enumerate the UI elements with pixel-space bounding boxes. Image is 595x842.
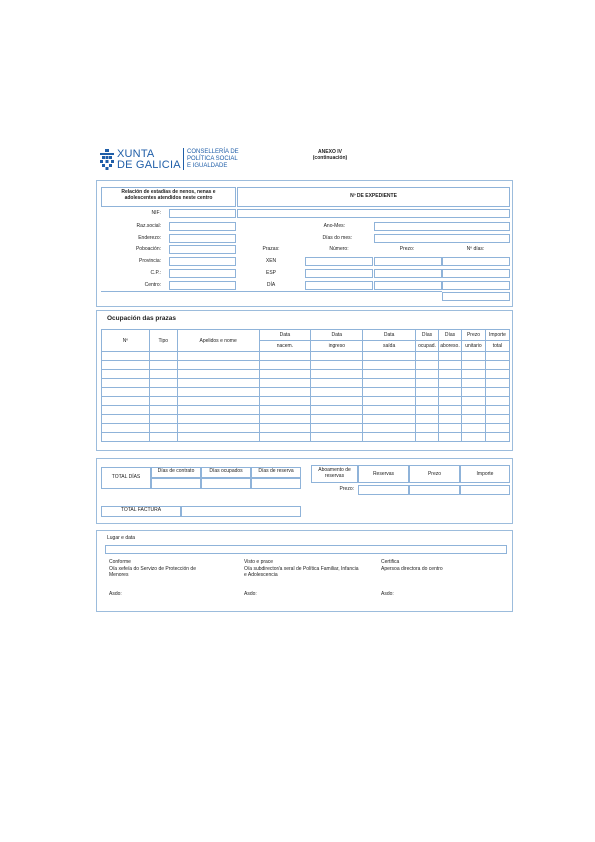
table-cell[interactable] — [259, 352, 311, 361]
table-cell[interactable] — [259, 361, 311, 370]
cp-field[interactable] — [169, 269, 236, 278]
occupancy-title: Ocupación das prazas — [107, 315, 176, 322]
abonamento-label: Aboamento de reservas — [318, 467, 351, 479]
table-cell[interactable] — [439, 370, 462, 379]
col-header-prezo-top: Prezo — [462, 330, 486, 341]
table-row — [102, 352, 510, 361]
table-cell[interactable] — [311, 424, 363, 433]
table-cell[interactable] — [462, 352, 486, 361]
table-cell[interactable] — [462, 397, 486, 406]
dia-ndias[interactable] — [442, 281, 510, 290]
total-factura-field[interactable] — [181, 506, 301, 517]
table-cell[interactable] — [485, 406, 509, 415]
certifica-asdo: Asdo: — [381, 591, 394, 597]
esp-prezo[interactable] — [374, 269, 442, 278]
reservas-label: Reservas — [372, 471, 395, 477]
table-cell[interactable] — [102, 397, 150, 406]
poboacion-field[interactable] — [169, 245, 236, 254]
table-cell[interactable] — [259, 379, 311, 388]
table-cell[interactable] — [363, 388, 416, 397]
certifica-body: Apersoa directora do centro — [381, 566, 443, 572]
table-cell[interactable] — [102, 352, 150, 361]
total-ndias-field[interactable] — [442, 292, 510, 301]
esp-numero[interactable] — [305, 269, 373, 278]
table-cell[interactable] — [311, 388, 363, 397]
col-header-data-saida-bottom: saída — [363, 341, 416, 352]
certifica-title: Certifica — [381, 559, 400, 565]
table-cell[interactable] — [149, 415, 177, 424]
nif-field[interactable] — [169, 209, 236, 218]
table-cell[interactable] — [149, 406, 177, 415]
table-cell[interactable] — [485, 388, 509, 397]
table-cell[interactable] — [439, 352, 462, 361]
col-header-importe-bottom: total — [485, 341, 509, 352]
table-cell[interactable] — [149, 370, 177, 379]
table-cell[interactable] — [102, 379, 150, 388]
dias-reserva-label: Días de reserva — [258, 468, 294, 474]
table-cell[interactable] — [311, 379, 363, 388]
dias-mes-field[interactable] — [374, 234, 510, 243]
dia-prezo[interactable] — [374, 281, 442, 290]
table-cell[interactable] — [259, 388, 311, 397]
table-cell[interactable] — [177, 361, 259, 370]
conforme-asdo: Asdo: — [109, 591, 122, 597]
col-header-data-saida-top: Data — [363, 330, 416, 341]
xen-prezo[interactable] — [374, 257, 442, 266]
esp-label: ESP — [265, 270, 276, 276]
table-row — [102, 424, 510, 433]
importe-prezo-field[interactable] — [460, 485, 510, 495]
table-cell[interactable] — [149, 433, 177, 442]
table-cell[interactable] — [439, 415, 462, 424]
table-cell[interactable] — [416, 406, 439, 415]
table-row — [102, 397, 510, 406]
table-cell[interactable] — [259, 433, 311, 442]
visto-title: Visto e prace — [244, 559, 274, 565]
annex-title: ANEXO IV — [318, 149, 342, 155]
table-cell[interactable] — [363, 433, 416, 442]
table-row — [102, 361, 510, 370]
provincia-label: Provincia: — [139, 258, 161, 264]
dias-ocupados-field[interactable] — [201, 478, 251, 489]
logo-divider — [183, 148, 184, 170]
table-cell[interactable] — [416, 433, 439, 442]
dia-numero[interactable] — [305, 281, 373, 290]
table-cell[interactable] — [311, 406, 363, 415]
table-cell[interactable] — [485, 433, 509, 442]
table-cell[interactable] — [259, 415, 311, 424]
section-occupancy — [96, 310, 513, 451]
table-cell[interactable] — [363, 424, 416, 433]
numero-label: Número: — [329, 246, 349, 252]
xunta-logo — [99, 148, 189, 172]
table-cell[interactable] — [439, 433, 462, 442]
logo-line1: XUNTA — [117, 148, 155, 160]
table-cell[interactable] — [311, 433, 363, 442]
table-cell[interactable] — [485, 424, 509, 433]
ano-mes-label: Ano-Mes: — [323, 223, 345, 229]
table-cell[interactable] — [363, 379, 416, 388]
table-cell[interactable] — [485, 397, 509, 406]
table-cell[interactable] — [177, 352, 259, 361]
razon-social-label: Raz.social: — [136, 223, 161, 229]
col-header-data-ingreso-bottom: ingreso — [311, 341, 363, 352]
col-header-data-ingreso-top: Data — [311, 330, 363, 341]
nif-field-wide[interactable] — [237, 209, 510, 218]
table-cell[interactable] — [102, 388, 150, 397]
occupancy-body — [102, 352, 510, 442]
prezo-prezo-field[interactable] — [409, 485, 460, 495]
cp-label: C.P.: — [150, 270, 161, 276]
table-cell[interactable] — [311, 415, 363, 424]
table-cell[interactable] — [102, 433, 150, 442]
dept-line2: POLÍTICA SOCIAL — [187, 156, 238, 162]
table-cell[interactable] — [485, 361, 509, 370]
dias-mes-label: Días do mes: — [322, 235, 352, 241]
table-cell[interactable] — [311, 370, 363, 379]
table-cell[interactable] — [363, 352, 416, 361]
table-cell[interactable] — [149, 424, 177, 433]
table-cell[interactable] — [177, 379, 259, 388]
table-cell[interactable] — [259, 424, 311, 433]
table-cell[interactable] — [363, 370, 416, 379]
logo-line2: DE GALICIA — [117, 159, 181, 171]
table-cell[interactable] — [416, 424, 439, 433]
table-cell[interactable] — [485, 415, 509, 424]
xunta-emblem-icon — [99, 149, 115, 171]
table-cell[interactable] — [149, 379, 177, 388]
table-cell[interactable] — [462, 433, 486, 442]
table-cell[interactable] — [439, 361, 462, 370]
col-header-dias-aboreso-top: Días — [439, 330, 462, 341]
col-header-data-nacem-bottom: nacem. — [259, 341, 311, 352]
table-cell[interactable] — [102, 370, 150, 379]
table-row — [102, 415, 510, 424]
section1-bottom-line — [101, 291, 442, 292]
table-cell[interactable] — [149, 352, 177, 361]
table-cell[interactable] — [416, 388, 439, 397]
table-cell[interactable] — [485, 379, 509, 388]
col-header-importe-top: Importe — [485, 330, 509, 341]
table-cell[interactable] — [363, 361, 416, 370]
occupancy-table — [101, 329, 510, 442]
table-cell[interactable] — [462, 370, 486, 379]
prezo-label: Prezo: — [399, 246, 415, 252]
table-cell[interactable] — [439, 388, 462, 397]
prazas-label: Prazas: — [262, 246, 280, 252]
col-header-dias-ocupad-bottom: ocupad. — [416, 341, 439, 352]
razon-social-field[interactable] — [169, 222, 236, 231]
table-cell[interactable] — [311, 397, 363, 406]
xen-ndias[interactable] — [442, 257, 510, 266]
table-cell[interactable] — [259, 370, 311, 379]
table-cell[interactable] — [177, 433, 259, 442]
table-cell[interactable] — [149, 361, 177, 370]
prezo-row-label: Prezo: — [339, 486, 354, 492]
col-header-n: Nº — [102, 330, 150, 352]
section-totals — [96, 458, 513, 524]
table-cell[interactable] — [363, 397, 416, 406]
col-header-apelidos: Apelidos e nome — [177, 330, 259, 352]
conforme-title: Conforme — [109, 559, 131, 565]
table-cell[interactable] — [177, 388, 259, 397]
table-cell[interactable] — [177, 406, 259, 415]
table-cell[interactable] — [462, 379, 486, 388]
total-factura-label: TOTAL FACTURA — [120, 507, 162, 513]
table-cell[interactable] — [416, 379, 439, 388]
table-cell[interactable] — [462, 406, 486, 415]
table-cell[interactable] — [416, 361, 439, 370]
lugar-data-field[interactable] — [105, 545, 507, 554]
table-row — [102, 406, 510, 415]
table-cell[interactable] — [439, 406, 462, 415]
visto-asdo: Asdo: — [244, 591, 257, 597]
col-header-prezo-bottom: unitario — [462, 341, 486, 352]
nif-label: NIF: — [151, 210, 161, 216]
visto-body: O/a subdirector/a xeral de Política Familiar, Infancia e Adolescencia — [244, 566, 359, 578]
table-cell[interactable] — [177, 415, 259, 424]
table-cell[interactable] — [149, 388, 177, 397]
dias-contrato-field[interactable] — [151, 478, 201, 489]
enderezo-field[interactable] — [169, 234, 236, 243]
table-cell[interactable] — [485, 352, 509, 361]
dias-ocupados-label: Días ocupados — [209, 468, 243, 474]
prezo-col-label: Prezo — [427, 471, 442, 477]
total-dias-label: TOTAL DÍAS — [111, 474, 141, 480]
centro-label: Centro: — [144, 282, 161, 288]
esp-ndias[interactable] — [442, 269, 510, 278]
table-row — [102, 379, 510, 388]
ndias-label: Nº días: — [466, 246, 485, 252]
dept-line3: E IGUALDADE — [187, 163, 228, 169]
dias-contrato-label: Días de contrato — [157, 468, 195, 474]
table-cell[interactable] — [102, 424, 150, 433]
table-cell[interactable] — [102, 415, 150, 424]
lugar-data-label: Lugar e data — [107, 535, 136, 541]
col-header-dias-aboreso-bottom: aboreso. — [439, 341, 462, 352]
table-cell[interactable] — [439, 379, 462, 388]
table-cell[interactable] — [485, 370, 509, 379]
section-signatures — [96, 530, 513, 612]
section-identification — [96, 180, 513, 307]
table-cell[interactable] — [177, 370, 259, 379]
col-header-tipo: Tipo — [149, 330, 177, 352]
dia-label: DÍA — [266, 282, 276, 288]
table-row — [102, 433, 510, 442]
table-cell[interactable] — [177, 424, 259, 433]
importe-col-label: Importe — [476, 471, 494, 477]
table-row — [102, 370, 510, 379]
occupancy-header-row-top — [102, 330, 510, 341]
col-header-data-nacem-top: Data — [259, 330, 311, 341]
centro-field[interactable] — [169, 281, 236, 290]
expediente-label: Nº DE EXPEDIENTE — [350, 193, 397, 199]
table-cell[interactable] — [102, 406, 150, 415]
table-cell[interactable] — [439, 397, 462, 406]
table-cell[interactable] — [259, 406, 311, 415]
table-cell[interactable] — [416, 370, 439, 379]
table-cell[interactable] — [149, 397, 177, 406]
table-cell[interactable] — [311, 352, 363, 361]
table-cell[interactable] — [416, 397, 439, 406]
dept-line1: CONSELLERÍA DE — [187, 149, 239, 155]
reservas-prezo-field[interactable] — [358, 485, 409, 495]
table-row — [102, 388, 510, 397]
table-cell[interactable] — [416, 352, 439, 361]
table-cell[interactable] — [462, 424, 486, 433]
table-cell[interactable] — [363, 406, 416, 415]
col-header-dias-ocupad-top: Días — [416, 330, 439, 341]
ano-mes-field[interactable] — [374, 222, 510, 231]
relation-label: Relación de estadías de nenos, nenas e adolescentes atendidos neste centro — [121, 189, 216, 201]
annex-subtitle: (continuación) — [312, 155, 348, 161]
enderezo-label: Enderezo: — [138, 235, 161, 241]
table-cell[interactable] — [416, 415, 439, 424]
table-cell[interactable] — [462, 415, 486, 424]
table-cell[interactable] — [462, 388, 486, 397]
table-cell[interactable] — [259, 397, 311, 406]
table-cell[interactable] — [462, 361, 486, 370]
conforme-body: O/a xefe/a do Servizo de Protección de Menores — [109, 566, 196, 578]
xen-numero[interactable] — [305, 257, 373, 266]
table-cell[interactable] — [439, 424, 462, 433]
table-cell[interactable] — [102, 361, 150, 370]
poboacion-label: Poboación: — [135, 246, 161, 252]
table-cell[interactable] — [177, 397, 259, 406]
table-cell[interactable] — [363, 415, 416, 424]
table-cell[interactable] — [311, 361, 363, 370]
xen-label: XEN — [265, 258, 277, 264]
dias-reserva-field[interactable] — [251, 478, 301, 489]
provincia-field[interactable] — [169, 257, 236, 266]
